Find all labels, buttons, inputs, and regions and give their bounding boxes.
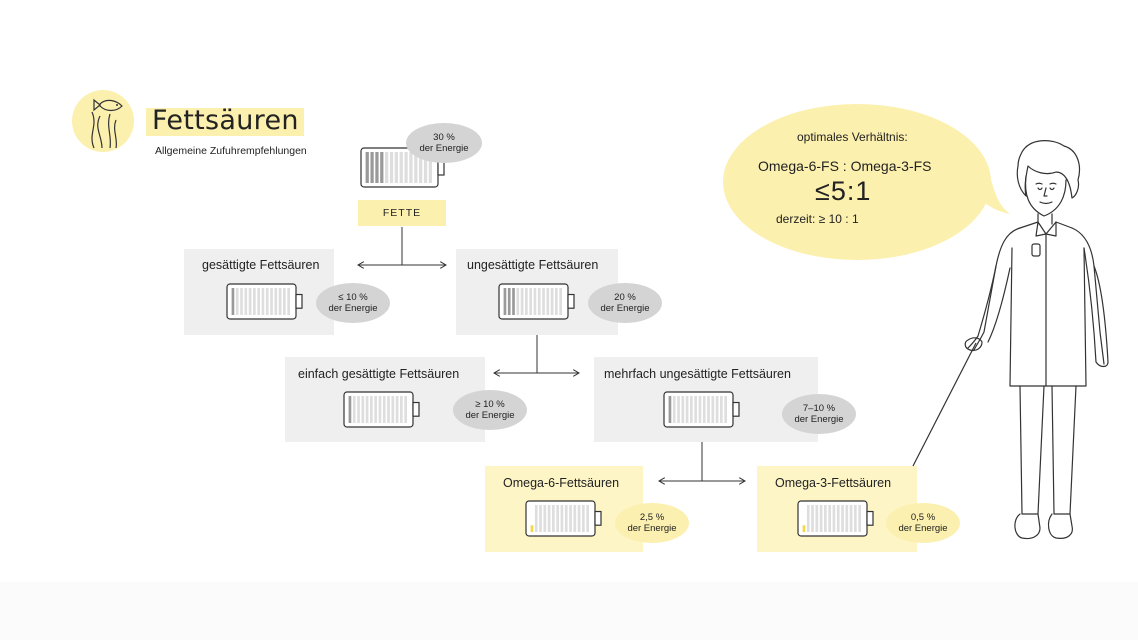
battery-cell-empty <box>370 396 373 423</box>
percent-value: 2,5 % <box>639 512 665 523</box>
battery-omega3 <box>797 500 875 538</box>
percent-unit: der Energie <box>898 523 948 534</box>
battery-mehrfach <box>663 391 741 429</box>
battery-cell-empty <box>807 505 810 532</box>
battery-cell-empty <box>274 288 277 315</box>
battery-cell-empty <box>253 288 256 315</box>
battery-cell-empty <box>244 288 247 315</box>
label-mehrfach: mehrfach ungesättigte Fettsäuren <box>604 367 791 381</box>
battery-cell-empty <box>811 505 814 532</box>
battery-cell-empty <box>366 396 369 423</box>
battery-cell-empty <box>561 505 564 532</box>
percent-value: ≤ 10 % <box>338 292 368 303</box>
battery-cell-filled <box>504 288 507 315</box>
footer-band <box>0 582 1138 640</box>
battery-cell-empty <box>724 396 727 423</box>
percent-unit: der Energie <box>328 303 378 314</box>
battery-cell-empty <box>391 396 394 423</box>
battery-cell-empty <box>565 505 568 532</box>
percent-bubble-omega6 <box>615 503 689 543</box>
battery-cell-empty <box>551 288 554 315</box>
battery-cell-filled <box>232 288 235 315</box>
percent-bubble-einfach <box>453 390 527 430</box>
battery-cell-empty <box>236 288 239 315</box>
battery-cell-empty <box>850 505 853 532</box>
battery-gesaettigt <box>226 283 304 321</box>
battery-cell-empty <box>257 288 260 315</box>
battery-cell-empty <box>694 396 697 423</box>
percent-bubble-ungesaettigt <box>588 283 662 323</box>
battery-cell-filled <box>508 288 511 315</box>
battery-cell-empty <box>552 505 555 532</box>
battery-cell-empty <box>690 396 693 423</box>
battery-cell-empty <box>283 288 286 315</box>
battery-cell-empty <box>578 505 581 532</box>
battery-cell-empty <box>529 288 532 315</box>
battery-cell-empty <box>815 505 818 532</box>
battery-tip <box>867 512 873 526</box>
battery-cell-empty <box>841 505 844 532</box>
percent-value: 20 % <box>614 292 636 303</box>
percent-unit: der Energie <box>465 410 515 421</box>
battery-cell-empty <box>824 505 827 532</box>
label-gesaettigt: gesättigte Fettsäuren <box>202 258 320 272</box>
battery-cell-empty <box>400 396 403 423</box>
battery-tip <box>595 512 601 526</box>
battery-cell-empty <box>516 288 519 315</box>
battery-cell-empty <box>720 396 723 423</box>
percent-bubble-omega3 <box>886 503 960 543</box>
battery-cell-filled <box>375 152 378 183</box>
battery-cell-filled <box>512 288 515 315</box>
battery-cell-empty <box>681 396 684 423</box>
battery-cell-empty <box>240 288 243 315</box>
percent-value: 7–10 % <box>802 403 836 414</box>
battery-cell-filled <box>349 396 352 423</box>
battery-tip <box>296 295 302 309</box>
label-omega6: Omega-6-Fettsäuren <box>503 476 620 490</box>
battery-cell-filled <box>366 152 369 183</box>
battery-cell-empty <box>677 396 680 423</box>
battery-cell-empty <box>559 288 562 315</box>
battery-cell-empty <box>543 505 546 532</box>
speech-line-ratio-label: Omega-6-FS : Omega-3-FS <box>758 158 932 174</box>
battery-cell-empty <box>287 288 290 315</box>
battery-ungesaettigt <box>498 283 576 321</box>
battery-cell-empty <box>542 288 545 315</box>
percent-unit: der Energie <box>419 143 469 154</box>
battery-cell-empty <box>383 396 386 423</box>
battery-cell-empty <box>539 505 542 532</box>
battery-cell-empty <box>820 505 823 532</box>
battery-cell-empty <box>357 396 360 423</box>
battery-cell-empty <box>854 505 857 532</box>
fette-label: FETTE <box>358 200 446 226</box>
battery-cell-empty <box>556 505 559 532</box>
percent-value: 0,5 % <box>910 512 936 523</box>
battery-cell-empty <box>858 505 861 532</box>
label-omega3: Omega-3-Fettsäuren <box>775 476 892 490</box>
battery-cell-empty <box>833 505 836 532</box>
battery-cell-empty <box>703 396 706 423</box>
battery-cell-empty <box>535 505 538 532</box>
battery-cell-empty <box>686 396 689 423</box>
speech-line-current: derzeit: ≥ 10 : 1 <box>776 212 859 226</box>
percent-value: ≥ 10 % <box>475 399 505 410</box>
battery-cell-empty <box>534 288 537 315</box>
battery-cell-empty <box>546 288 549 315</box>
battery-cell-filled <box>803 525 806 532</box>
battery-cell-empty <box>404 396 407 423</box>
battery-cell-empty <box>385 152 388 183</box>
battery-cell-empty <box>673 396 676 423</box>
battery-tip <box>413 403 419 417</box>
speech-line-ratio-value: ≤5:1 <box>815 176 872 206</box>
percent-bubble-fette <box>406 123 482 163</box>
percent-value: 30 % <box>433 132 455 143</box>
battery-cell-empty <box>525 288 528 315</box>
battery-cell-empty <box>390 152 393 183</box>
battery-cell-empty <box>353 396 356 423</box>
battery-tip <box>568 295 574 309</box>
battery-cell-empty <box>409 152 412 183</box>
battery-cell-filled <box>370 152 373 183</box>
battery-cell-empty <box>374 396 377 423</box>
battery-cell-empty <box>400 152 403 183</box>
percent-unit: der Energie <box>600 303 650 314</box>
label-einfach: einfach gesättigte Fettsäuren <box>298 367 460 381</box>
battery-einfach <box>343 391 421 429</box>
battery-cell-empty <box>548 505 551 532</box>
battery-cell-empty <box>387 396 390 423</box>
battery-cell-empty <box>395 152 398 183</box>
battery-cell-empty <box>569 505 572 532</box>
battery-cell-empty <box>586 505 589 532</box>
battery-cell-empty <box>266 288 269 315</box>
page-subtitle: Allgemeine Zufuhrempfehlungen <box>155 145 307 157</box>
battery-cell-empty <box>582 505 585 532</box>
battery-cell-empty <box>379 396 382 423</box>
percent-bubble-gesaettigt <box>316 283 390 323</box>
battery-cell-empty <box>521 288 524 315</box>
percent-unit: der Energie <box>627 523 677 534</box>
speech-line-optimal: optimales Verhältnis: <box>797 130 908 144</box>
battery-cell-filled <box>380 152 383 183</box>
battery-tip <box>733 403 739 417</box>
battery-cell-empty <box>573 505 576 532</box>
battery-cell-empty <box>555 288 558 315</box>
percent-unit: der Energie <box>794 414 844 425</box>
battery-cell-empty <box>699 396 702 423</box>
battery-cell-empty <box>270 288 273 315</box>
label-ungesaettigt: ungesättigte Fettsäuren <box>467 258 599 272</box>
battery-cell-filled <box>531 525 534 532</box>
battery-omega6 <box>525 500 603 538</box>
battery-cell-empty <box>845 505 848 532</box>
battery-cell-empty <box>396 396 399 423</box>
battery-cell-empty <box>262 288 265 315</box>
battery-cell-empty <box>828 505 831 532</box>
percent-bubble-mehrfach <box>782 394 856 434</box>
battery-cell-empty <box>716 396 719 423</box>
battery-cell-empty <box>707 396 710 423</box>
battery-cell-empty <box>249 288 252 315</box>
battery-cell-empty <box>361 396 364 423</box>
battery-cell-empty <box>711 396 714 423</box>
battery-cell-empty <box>538 288 541 315</box>
page-title: Fettsäuren <box>152 105 299 136</box>
battery-cell-empty <box>837 505 840 532</box>
battery-cell-empty <box>279 288 282 315</box>
battery-cell-empty <box>404 152 407 183</box>
battery-cell-filled <box>669 396 672 423</box>
person-illustration <box>960 136 1110 556</box>
